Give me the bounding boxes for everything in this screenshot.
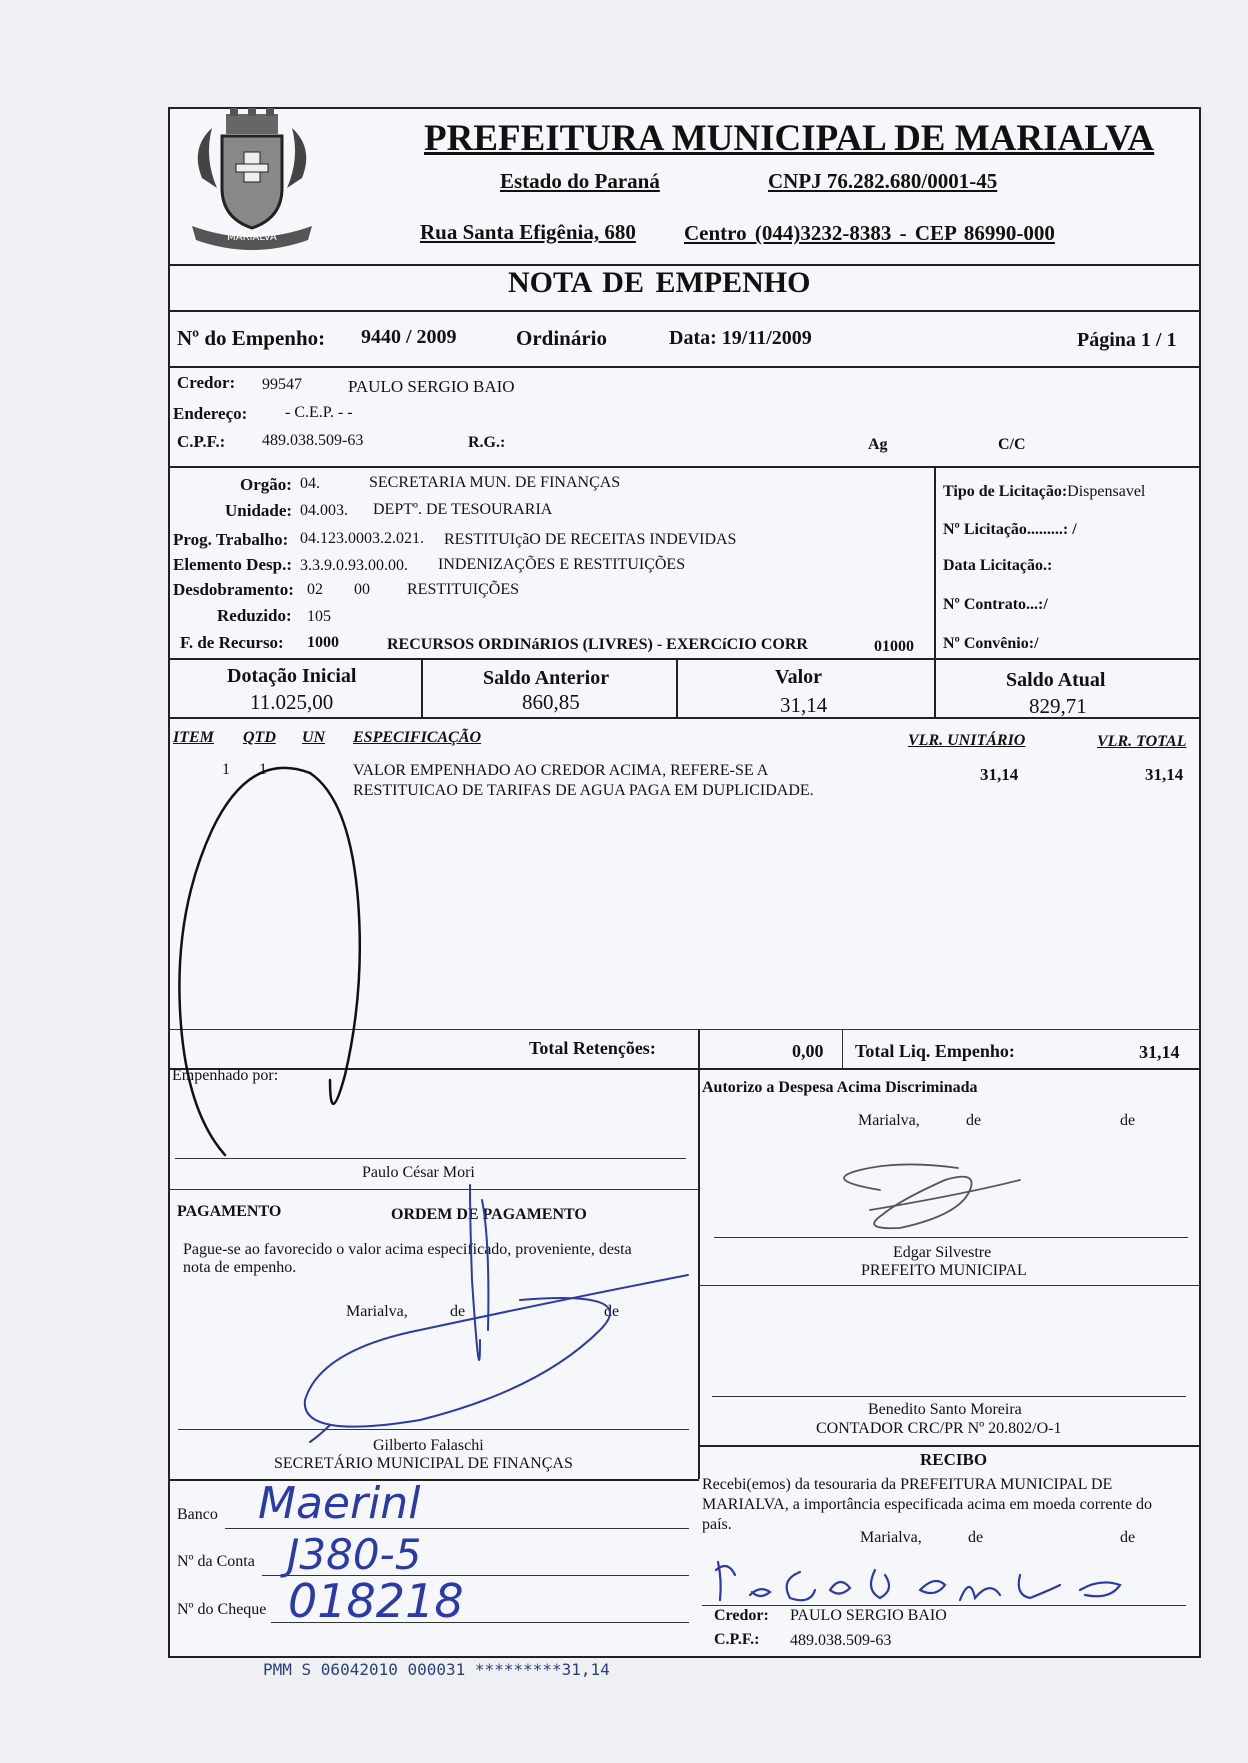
reduzido-label: Reduzido: [217, 606, 292, 625]
secretario-name: Gilberto Falaschi [373, 1437, 484, 1454]
mechanical-stamp: PMM S 06042010 000031 *********31,14 [263, 1660, 610, 1679]
pagamento-de-2: de [604, 1303, 620, 1320]
prog-name: RESTITUIçãO DE RECEITAS INDEVIDAS [444, 531, 737, 548]
cnpj-label: CNPJ 76.282.680/0001-45 [768, 169, 998, 193]
recibo-text-1: Recebi(emos) da tesouraria da PREFEITURA MUNICIPAL DE [702, 1476, 1113, 1493]
desdobramento-label: Desdobramento: [173, 580, 294, 599]
col-un: UN [302, 729, 326, 746]
desdobramento-a: 02 [307, 581, 323, 598]
recibo-cpf-value: 489.038.509-63 [790, 1632, 892, 1649]
rg-label: R.G.: [468, 434, 506, 451]
tipo-licitacao-value: Dispensavel [1067, 483, 1146, 500]
orgao-name: SECRETARIA MUN. DE FINANÇAS [369, 474, 621, 491]
row-item: 1 [222, 761, 230, 778]
recibo-credor-label: Credor: [714, 1607, 769, 1624]
total-liq-label: Total Liq. Empenho: [855, 1041, 1015, 1061]
municipality-title: PREFEITURA MUNICIPAL DE MARIALVA [424, 118, 1155, 159]
unidade-name: DEPTº. DE TESOURARIA [373, 501, 553, 518]
empenho-type: Ordinário [516, 326, 608, 350]
empenho-label: Nº do Empenho: [177, 326, 326, 350]
saldo-atual-label: Saldo Atual [1006, 669, 1106, 691]
elemento-label: Elemento Desp.: [173, 555, 292, 574]
row-qtd: 1 [259, 761, 267, 778]
svg-text:MARIALVA: MARIALVA [227, 232, 277, 243]
contador-name: Benedito Santo Moreira [868, 1401, 1022, 1418]
cpf-label: C.P.F.: [177, 432, 226, 451]
address-contact: Centro (044)3232-8383 - CEP 86990-000 [684, 221, 1055, 245]
endereco-label: Endereço: [173, 404, 248, 423]
saldo-atual-value: 829,71 [1029, 694, 1087, 718]
data-licitacao: Data Licitação.: [943, 557, 1053, 574]
cpf-value: 489.038.509-63 [262, 432, 364, 449]
row-desc-line2: RESTITUICAO DE TARIFAS DE AGUA PAGA EM DUPLICIDADE. [353, 782, 814, 799]
numero-licitacao: Nº Licitação.........: / [943, 521, 1077, 538]
credor-code: 99547 [262, 376, 302, 393]
state-label: Estado do Paraná [500, 169, 660, 193]
autorizo-place: Marialva, [858, 1112, 920, 1129]
recibo-text-3: país. [702, 1516, 732, 1533]
prefeito-name: Edgar Silvestre [893, 1244, 992, 1261]
total-retencoes-label: Total Retenções: [529, 1038, 656, 1058]
banco-label: Banco [177, 1506, 218, 1523]
pagamento-de-1: de [450, 1303, 466, 1320]
page-number: Página 1 / 1 [1077, 329, 1177, 351]
recurso-label: F. de Recurso: [180, 633, 284, 652]
unidade-code: 04.003. [300, 502, 348, 519]
document-title: NOTA DE EMPENHO [508, 266, 811, 299]
pagamento-text-2: nota de empenho. [183, 1259, 297, 1276]
recurso-name: RECURSOS ORDINáRIOS (LIVRES) - EXERCíCIO CORR [387, 636, 808, 653]
ag-label: Ag [868, 436, 888, 453]
orgao-code: 04. [300, 475, 320, 492]
ordem-pagamento-label: ORDEM DE PAGAMENTO [391, 1206, 587, 1223]
recurso-number: 01000 [874, 638, 914, 655]
pagamento-label: PAGAMENTO [177, 1203, 282, 1220]
pagamento-place: Marialva, [346, 1303, 408, 1320]
recibo-de-2: de [1120, 1529, 1136, 1546]
numero-convenio: Nº Convênio:/ [943, 635, 1039, 652]
dotacao-value: 11.025,00 [250, 690, 334, 714]
col-item: ITEM [173, 729, 214, 746]
conta-label: Nº da Conta [177, 1553, 255, 1570]
cc-label: C/C [998, 436, 1026, 453]
desdobramento-b: 00 [354, 581, 370, 598]
col-vlr-total: VLR. TOTAL [1097, 733, 1187, 750]
credor-label: Credor: [177, 373, 236, 392]
saldo-anterior-label: Saldo Anterior [483, 667, 610, 689]
prog-code: 04.123.0003.2.021. [300, 530, 424, 547]
conta-value: J380-5 [287, 1530, 422, 1579]
dotacao-label: Dotação Inicial [227, 665, 357, 687]
recibo-text-2: MARIALVA, a importância especificada acima em moeda corrente do [702, 1496, 1153, 1513]
row-vlr-total: 31,14 [1145, 765, 1184, 784]
col-qtd: QTD [243, 729, 276, 746]
row-vlr-unitario: 31,14 [980, 765, 1019, 784]
row-desc-line1: VALOR EMPENHADO AO CREDOR ACIMA, REFERE-SE A [353, 762, 769, 779]
tipo-licitacao-text: Tipo de Licitação: [943, 483, 1068, 500]
empenho-date: Data: 19/11/2009 [669, 327, 812, 349]
valor-label: Valor [775, 666, 823, 688]
recurso-code: 1000 [307, 634, 339, 651]
cheque-label: Nº do Cheque [177, 1601, 267, 1618]
numero-contrato: Nº Contrato...:/ [943, 596, 1048, 613]
empenhado-name: Paulo César Mori [362, 1164, 475, 1181]
total-retencoes-value: 0,00 [792, 1041, 824, 1061]
recibo-place: Marialva, [860, 1529, 922, 1546]
contador-role: CONTADOR CRC/PR Nº 20.802/O-1 [816, 1420, 1062, 1437]
recibo-cpf-label: C.P.F.: [714, 1631, 760, 1648]
prog-label: Prog. Trabalho: [173, 530, 289, 549]
endereco-value: - C.E.P. - - [285, 404, 353, 421]
desdobramento-name: RESTITUIÇÕES [407, 581, 519, 598]
credor-name: PAULO SERGIO BAIO [348, 377, 515, 396]
orgao-label: Orgão: [240, 475, 292, 494]
empenho-number: 9440 / 2009 [361, 326, 457, 348]
col-vlr-unitario: VLR. UNITÁRIO [908, 732, 1026, 749]
address-label: Rua Santa Efigênia, 680 [420, 220, 636, 244]
recibo-title: RECIBO [920, 1450, 988, 1469]
valor-value: 31,14 [780, 693, 828, 717]
recibo-credor-value: PAULO SERGIO BAIO [790, 1607, 947, 1624]
prefeito-role: PREFEITO MUNICIPAL [861, 1262, 1027, 1279]
secretario-role: SECRETÁRIO MUNICIPAL DE FINANÇAS [274, 1455, 573, 1472]
elemento-code: 3.3.9.0.93.00.00. [300, 557, 408, 574]
cheque-value: 018218 [288, 1574, 464, 1628]
autorizo-label: Autorizo a Despesa Acima Discriminada [702, 1079, 978, 1096]
autorizo-de-2: de [1120, 1112, 1136, 1129]
saldo-anterior-value: 860,85 [522, 690, 580, 714]
reduzido-value: 105 [307, 608, 331, 625]
elemento-name: INDENIZAÇÕES E RESTITUIÇÕES [438, 556, 686, 573]
empenhado-label: Empenhado por: [172, 1067, 279, 1084]
unidade-label: Unidade: [225, 501, 293, 520]
recibo-de-1: de [968, 1529, 984, 1546]
col-especificacao: ESPECIFICAÇÃO [353, 729, 482, 746]
banco-value: Maerinl [258, 1478, 421, 1529]
autorizo-de-1: de [966, 1112, 982, 1129]
pagamento-text-1: Pague-se ao favorecido o valor acima especificado, proveniente, desta [183, 1241, 632, 1258]
total-liq-value: 31,14 [1139, 1042, 1180, 1062]
